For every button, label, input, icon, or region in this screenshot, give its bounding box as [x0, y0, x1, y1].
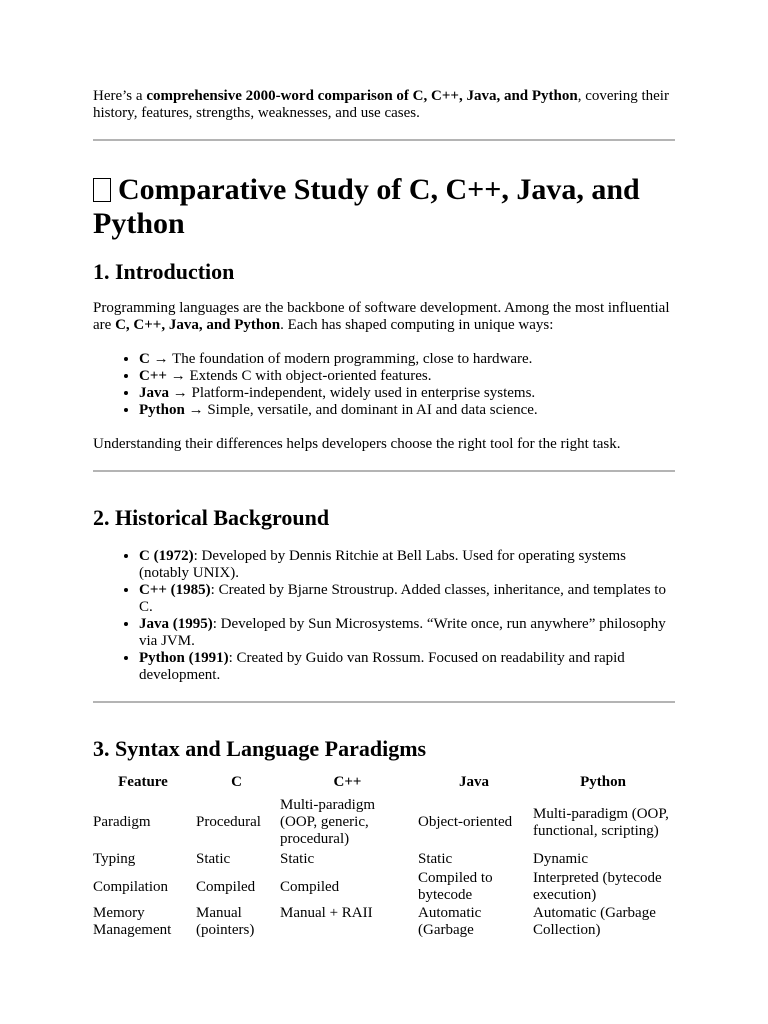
list-item [139, 548, 675, 582]
list-item [139, 616, 675, 650]
missing-glyph-box-icon [93, 178, 111, 202]
table-cell: Object-oriented [418, 814, 513, 830]
introduction-paragraph-suffix: . Each has shaped computing in unique ways: [280, 317, 554, 333]
list-item-text: → The foundation of modern programming, close to hardware. [149, 351, 533, 367]
list-item-text: → Simple, versatile, and dominant in AI and data science. [184, 402, 538, 418]
list-item-name: C (1972) [139, 548, 194, 564]
table-cell: Static [196, 850, 231, 867]
list-item [139, 582, 675, 616]
table-cell: Dynamic [533, 850, 588, 867]
list-item-text: → Platform-independent, widely used in enterprise systems. [169, 385, 536, 401]
list-item-name: Java [139, 385, 169, 401]
intro-prefix: Here’s a [93, 88, 147, 104]
table-row [92, 869, 675, 905]
divider [93, 470, 675, 472]
list-item-name: Python [139, 402, 185, 418]
list-item-name: Python (1991) [139, 650, 229, 666]
table-cell: Static [280, 850, 315, 867]
page-title [93, 173, 675, 241]
table-cell: Interpreted (bytecode execution) [533, 870, 662, 903]
list-item-name: C [139, 351, 150, 367]
table-cell: Automatic (Garbage [418, 905, 482, 938]
section-heading-history: 2. Historical Background [93, 505, 330, 530]
table-row [92, 796, 675, 849]
list-item [139, 385, 675, 402]
table-header-cell: Python [580, 774, 626, 790]
table-cell: Compiled to bytecode [418, 870, 493, 903]
table-cell: Automatic (Garbage Collection) [533, 905, 656, 938]
introduction-list [93, 351, 675, 419]
introduction-paragraph [93, 300, 675, 334]
list-item-name: Java (1995) [139, 616, 213, 632]
divider [93, 139, 675, 141]
list-item [139, 650, 675, 684]
table-cell: Memory Management [93, 905, 172, 938]
table-row [92, 905, 675, 941]
table-header-cell: Feature [118, 774, 168, 790]
table-cell: Compiled [280, 878, 340, 895]
table-row [92, 849, 675, 869]
introduction-paragraph-prefix: Programming languages are the backbone of software development. Among the most influential are [93, 300, 670, 333]
table-cell: Multi-paradigm (OOP, generic, procedural) [280, 797, 375, 847]
list-item-text: : Created by Bjarne Stroustrup. Added classes, inheritance, and templates to C. [139, 582, 666, 615]
document-page [93, 88, 675, 941]
history-list [93, 548, 675, 684]
list-item [139, 402, 675, 419]
list-item-text: : Created by Guido van Rossum. Focused on readability and rapid development. [139, 650, 625, 683]
list-item [139, 351, 675, 368]
list-item [139, 368, 675, 385]
page-title-text: Comparative Study of C, C++, Java, and Python [93, 173, 640, 240]
introduction-paragraph-bold: C, C++, Java, and Python [115, 317, 281, 333]
table-header-cell: Java [459, 774, 489, 790]
list-item-text: → Extends C with object-oriented features. [166, 368, 432, 384]
table-cell: Compiled [196, 878, 256, 895]
table-cell: Manual + RAII [280, 905, 373, 921]
table-cell: Compilation [93, 878, 168, 895]
intro-paragraph [93, 88, 675, 122]
table-cell: Multi-paradigm (OOP, functional, scripting) [533, 805, 669, 839]
divider [93, 701, 675, 703]
list-item-name: C++ [139, 368, 167, 384]
table-cell: Manual (pointers) [196, 905, 255, 938]
intro-bold: comprehensive 2000-word comparison of C, C++, Java, and Python [146, 88, 578, 104]
list-item-text: : Developed by Sun Microsystems. “Write once, run anywhere” philosophy via JVM. [139, 616, 666, 649]
table-cell: Procedural [196, 814, 261, 830]
table-header-cell: C++ [333, 774, 362, 790]
section-heading-introduction: 1. Introduction [93, 259, 235, 284]
table-cell: Static [418, 850, 453, 867]
list-item-name: C++ (1985) [139, 582, 211, 598]
section-heading-syntax: 3. Syntax and Language Paradigms [93, 736, 427, 761]
list-item-text: : Developed by Dennis Ritchie at Bell Labs. Used for operating systems (notably UNIX). [139, 548, 626, 581]
table-cell: Paradigm [93, 814, 151, 830]
introduction-closing: Understanding their differences helps developers choose the right tool for the right task. [93, 436, 621, 452]
table-cell: Typing [93, 850, 136, 867]
intro-suffix: , covering their history, features, strengths, weaknesses, and use cases. [93, 88, 669, 121]
comparison-table [92, 774, 675, 941]
table-header-cell: C [231, 774, 242, 790]
table-header-row [92, 774, 675, 796]
